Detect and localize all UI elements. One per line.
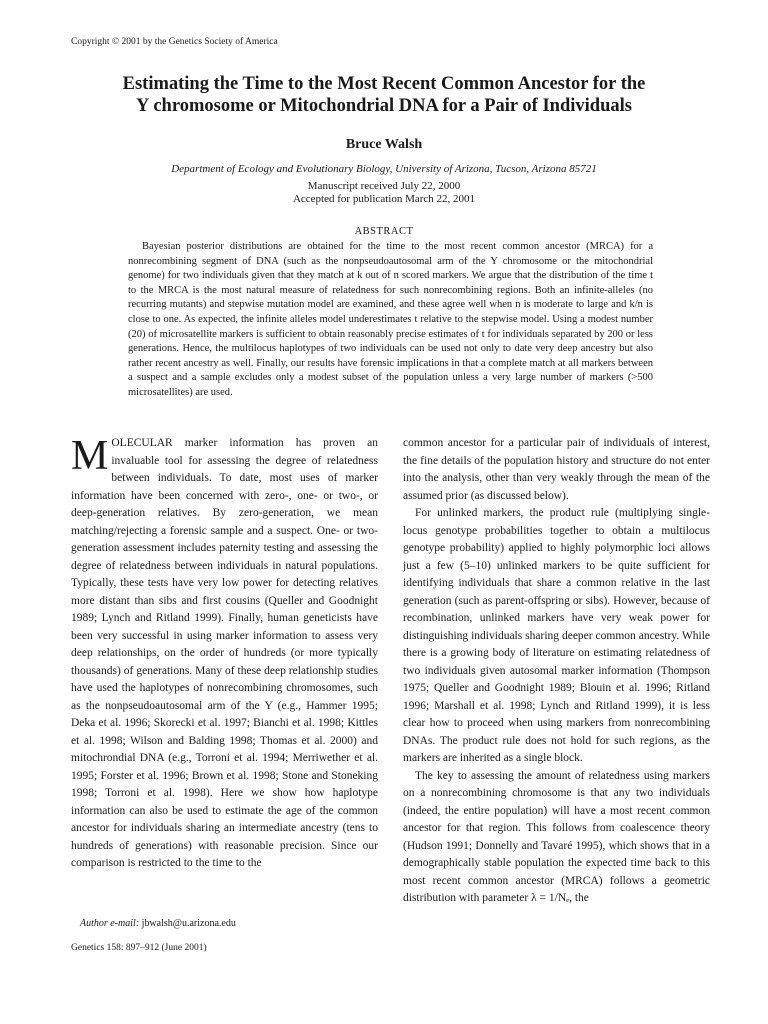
- abstract-heading: ABSTRACT: [354, 226, 414, 237]
- title-line-1: Estimating the Time to the Most Recent Common Ancestor for the: [122, 74, 646, 94]
- email-label: Author e-mail:: [80, 918, 140, 929]
- body-paragraph: [71, 435, 378, 873]
- accepted-date: Accepted for publication March 22, 2001: [292, 193, 476, 205]
- body-paragraph: common ancestor for a particular pair of individuals of interest, the fine details of the population history and structure do not enter into the analysis, other than very weakly through the mean of the assumed prior (as discussed below).: [403, 437, 710, 502]
- received-date: Manuscript received July 22, 2000: [307, 180, 461, 192]
- author-email-footnote: [80, 918, 236, 929]
- left-paragraph-text: OLECULAR marker information has proven an invaluable tool for assessing the degree of relatedness between individuals. To date, most uses of marker information have been concerned with zero-, one- or two-, or deep-generation relatives. By zero-generation, we mean matching/rejecting a forensic sample and a suspect. One- or two-generation assessment includes paternity testing and assessing the degree of relatedness between individuals in natural populations. Typically, these tests have very low power for detecting relatives more distant than sibs and first cousins (Queller and Goodnight 1989; Lynch and Ritland 1999). Finally, human geneticists have been very successful in using marker information to assess very deep relationships, on the order of hundreds (or more typically thousands) of generations. Many of these deep relationship studies have used the haplotypes of nonrecombining chromosomes, such as the nonpseudoautosomal arm of the Y (e.g., Hammer 1995; Deka et al. 1996; Skorecki et al. 1997; Bianchi et al. 1998; Kittles et al. 1998; Wilson and Balding 1998; Thomas et al. 2000) and mitochrondial DNA (e.g., Torroni et al. 1994; Merriwether et al. 1995; Forster et al. 1996; Brown et al. 1998; Stone and Stoneking 1998; Torroni et al. 1998). Here we show how haplotype information can also be used to estimate the age of the common ancestor for individuals sharing an intermediate ancestry (tens to hundreds of generations) with reasonable precision. Since our comparison is restricted to the time to the: [71, 437, 378, 869]
- drop-cap: M: [71, 433, 109, 479]
- title-line-2: Y chromosome or Mitochondrial DNA for a Pair of Individuals: [136, 96, 632, 116]
- manuscript-dates: [0, 180, 768, 206]
- copyright-line: Copyright © 2001 by the Genetics Society of America: [71, 37, 278, 47]
- body-paragraph: The key to assessing the amount of relatedness using markers on a nonrecombining chromosome is that any two individuals (indeed, the entire population) will have a most recent common ancestor for that region. This follows from coalescence theory (Hudson 1991; Donnelly and Tavaré 1995), which shows that in a demographically stable population the expected time back to this most recent common ancestor (MRCA) follows a geometric distribution with parameter λ = 1/Nₑ, the: [403, 769, 710, 904]
- author-affiliation: Department of Ecology and Evolutionary Biology, University of Arizona, Tucson, Arizona 85721: [171, 163, 597, 175]
- article-title: [60, 73, 708, 117]
- body-right-column: [403, 435, 710, 908]
- email-address: jbwalsh@u.arizona.edu: [141, 918, 236, 929]
- body-left-column: [71, 435, 378, 873]
- author-name: Bruce Walsh: [345, 137, 423, 152]
- journal-citation: Genetics 158: 897–912 (June 2001): [71, 943, 207, 953]
- body-paragraph: For unlinked markers, the product rule (multiplying single-locus genotype probabilities together to obtain a multilocus genotype probability) applied to highly polymorphic loci allows just a few (5–10) unlinked markers to be quite sufficient for identifying individuals that share a common relative in the last generation (such as parent-offspring or sibs). However, because of recombination, unlinked markers have very weak power for distinguishing individuals sharing deeper common ancestry. While there is a growing body of literature on estimating relatedness of two individuals given autosomal marker information (Thompson 1975; Queller and Goodnight 1989; Blouin et al. 1996; Ritland 1996; Marshall et al. 1998; Lynch and Ritland 1999), it is less clear how to proceed when using markers from nonrecombining DNAs. The product rule does not hold for such regions, as the markers are inherited as a single block.: [403, 507, 710, 764]
- abstract-text: Bayesian posterior distributions are obtained for the time to the most recent common ancestor (MRCA) for a nonrecombining segment of DNA (such as the nonpseudoautosomal arm of the Y chromosome or the mitochondrial genome) for two individuals given that they match at k out of n scored markers. We argue that the distribution of the time t to the MRCA is the most natural measure of relatedness for such nonrecombining regions. Both an infinite-alleles (no recurring mutants) and stepwise mutation model are examined, and these agree well when n is moderate to large and k/n is close to one. As expected, the infinite alleles model underestimates t relative to the stepwise model. Using a modest number (20) of microsatellite markers is sufficient to obtain reasonably precise estimates of t for individuals separated by 200 or less generations. Hence, the multilocus haplotypes of two individuals can be used not only to date very deep ancestry but also rather recent ancestry as well. Finally, our results have forensic implications in that a complete match at all markers between a suspect and a sample excludes only a modest subset of the population unless a very large number of markers (>500 microsatellites) are used.: [128, 241, 653, 398]
